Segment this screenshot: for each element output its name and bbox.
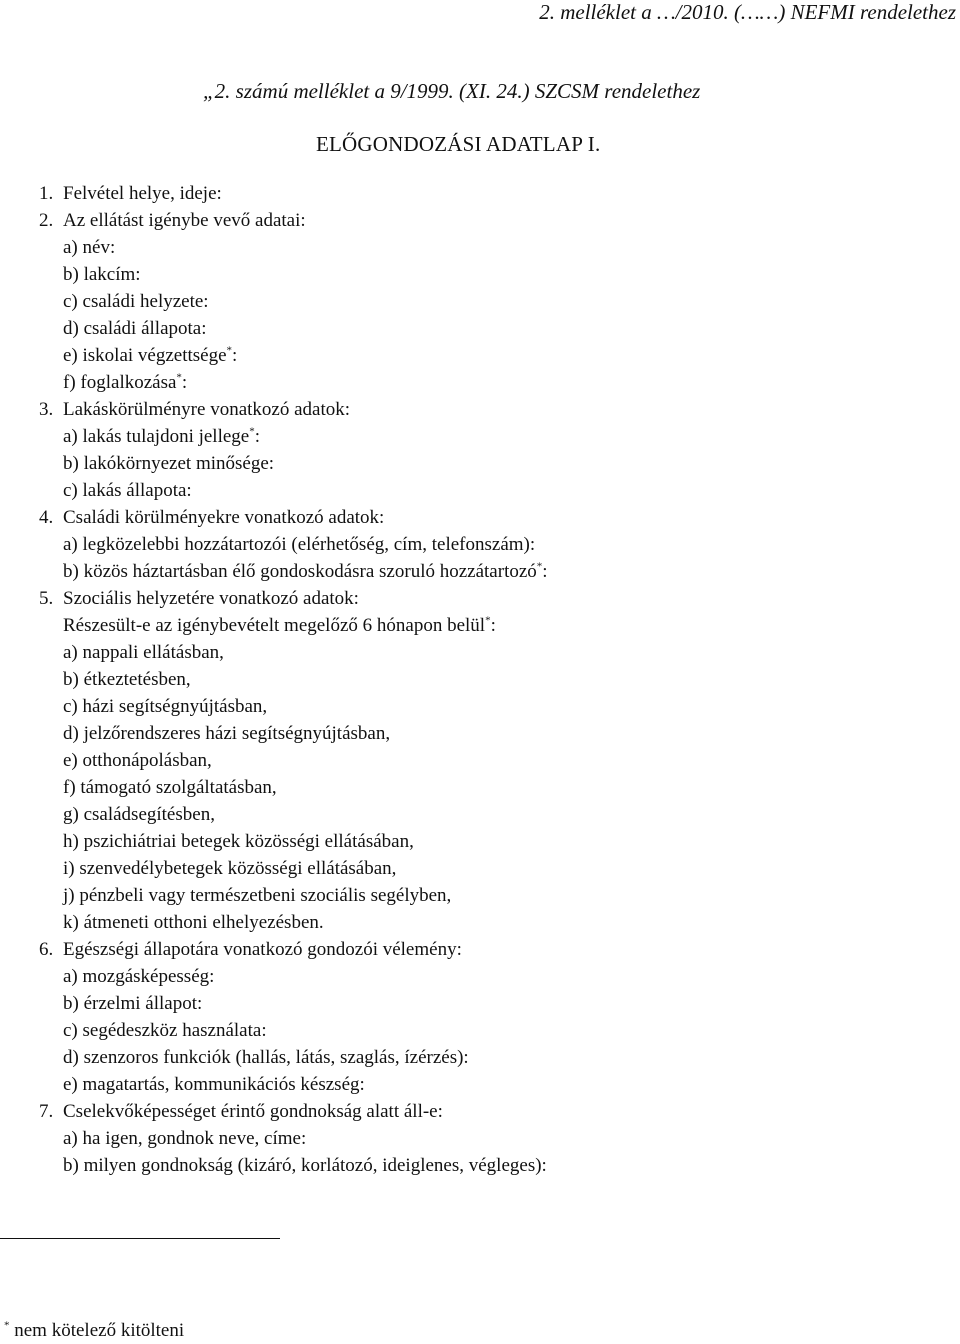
field-label: e) iskolai végzettsége xyxy=(63,345,227,366)
indent-spacer xyxy=(39,1071,63,1098)
section-title: Lakáskörülményre vonatkozó adatok: xyxy=(63,399,351,420)
indent-spacer xyxy=(39,1152,63,1179)
form-field-label xyxy=(39,963,548,990)
field-label: b) közös háztartásban élő gondoskodásra szoruló hozzátartozó xyxy=(63,561,537,582)
section-number: 1. xyxy=(39,183,54,204)
form-field-label xyxy=(39,855,548,882)
field-label: b) lakókörnyezet minősége: xyxy=(63,453,275,474)
field-label: g) családsegítésben, xyxy=(63,804,215,825)
indent-spacer xyxy=(39,450,63,477)
field-label-colon: : xyxy=(254,426,261,447)
form-field-label xyxy=(39,450,548,477)
field-label: b) érzelmi állapot: xyxy=(63,993,203,1014)
indent-spacer xyxy=(39,1017,63,1044)
indent-spacer xyxy=(39,477,63,504)
field-label-text xyxy=(63,909,324,936)
form-field-label xyxy=(39,828,548,855)
field-label-text xyxy=(63,1125,306,1152)
field-label: f) foglalkozása xyxy=(63,372,177,393)
optional-field-mark: * xyxy=(249,425,255,438)
field-label-text xyxy=(63,882,451,909)
field-label: a) mozgásképesség: xyxy=(63,966,215,987)
form-field-label xyxy=(39,342,548,369)
form-field-label xyxy=(39,747,548,774)
indent-spacer xyxy=(39,369,63,396)
indent-spacer xyxy=(39,315,63,342)
field-label-text xyxy=(63,369,187,396)
section-number: 3. xyxy=(39,399,54,420)
form-field-label xyxy=(39,1125,548,1152)
indent-spacer xyxy=(39,828,63,855)
field-label: Részesült-e az igénybevételt megelőző 6 hónapon belül xyxy=(63,615,486,636)
section-number: 4. xyxy=(39,507,54,528)
field-label-text xyxy=(63,234,115,261)
field-label: b) lakcím: xyxy=(63,264,141,285)
field-label: a) lakás tulajdoni jellege xyxy=(63,426,250,447)
field-label: h) pszichiátriai betegek közösségi ellátásában, xyxy=(63,831,414,852)
indent-spacer xyxy=(39,990,63,1017)
form-field-label xyxy=(39,990,548,1017)
form-field-label xyxy=(39,369,548,396)
field-label-text xyxy=(63,1044,469,1071)
field-label: b) étkeztetésben, xyxy=(63,669,191,690)
form-field-label xyxy=(39,315,548,342)
field-label-text xyxy=(63,531,535,558)
field-label: e) magatartás, kommunikációs készség: xyxy=(63,1074,365,1095)
field-label: c) lakás állapota: xyxy=(63,480,192,501)
form-field-label xyxy=(39,1044,548,1071)
indent-spacer xyxy=(39,882,63,909)
section-title: Egészségi állapotára vonatkozó gondozói vélemény: xyxy=(63,939,462,960)
indent-spacer xyxy=(39,909,63,936)
indent-spacer xyxy=(39,855,63,882)
field-label: c) házi segítségnyújtásban, xyxy=(63,696,268,717)
indent-spacer xyxy=(39,612,63,639)
document-title: ELŐGONDOZÁSI ADATLAP I. xyxy=(316,132,601,156)
optional-field-mark: * xyxy=(226,344,233,357)
field-label-text xyxy=(63,477,192,504)
field-label-text xyxy=(63,1152,547,1179)
section-heading xyxy=(39,1098,548,1125)
field-label-text xyxy=(63,855,396,882)
form-field-label xyxy=(39,909,548,936)
form-field-label xyxy=(39,639,548,666)
form-field-label xyxy=(39,801,548,828)
section-title: Felvétel helye, ideje: xyxy=(63,183,222,204)
field-label-text xyxy=(63,423,260,450)
form-field-label xyxy=(39,666,548,693)
form-items xyxy=(39,180,548,1179)
field-label: k) átmeneti otthoni elhelyezésben. xyxy=(63,912,324,933)
section-title: Családi körülményekre vonatkozó adatok: xyxy=(63,507,385,528)
field-label: a) ha igen, gondnok neve, címe: xyxy=(63,1128,307,1149)
footnote-mark: * xyxy=(4,1319,10,1332)
form-field-label xyxy=(39,1071,548,1098)
form-field-label xyxy=(39,477,548,504)
field-label-colon: : xyxy=(232,345,238,366)
section-title: Szociális helyzetére vonatkozó adatok: xyxy=(63,588,359,609)
section-heading xyxy=(39,585,548,612)
field-label-text xyxy=(63,450,274,477)
form-field-label xyxy=(39,261,548,288)
section-heading xyxy=(39,936,548,963)
form-field-label xyxy=(39,1017,548,1044)
form-field-label xyxy=(39,234,548,261)
section-heading xyxy=(39,396,548,423)
field-label-text xyxy=(63,990,202,1017)
field-label-text xyxy=(63,261,141,288)
decree-reference: „2. számú melléklet a 9/1999. (XI. 24.) SZCSM rendelethez xyxy=(203,79,701,103)
field-label: d) szenzoros funkciók (hallás, látás, szaglás, ízérzés): xyxy=(63,1047,469,1068)
field-label-text xyxy=(63,315,207,342)
section-number: 2. xyxy=(39,210,54,231)
footnote-text: nem kötelező kitölteni xyxy=(14,1320,185,1341)
form-field-label xyxy=(39,882,548,909)
indent-spacer xyxy=(39,423,63,450)
field-label-text xyxy=(63,558,548,585)
field-label-text xyxy=(63,747,212,774)
field-label-text xyxy=(63,828,414,855)
indent-spacer xyxy=(39,531,63,558)
field-label: f) támogató szolgáltatásban, xyxy=(63,777,277,798)
field-label: d) családi állapota: xyxy=(63,318,207,339)
indent-spacer xyxy=(39,639,63,666)
indent-spacer xyxy=(39,693,63,720)
indent-spacer xyxy=(39,234,63,261)
section-heading xyxy=(39,504,548,531)
indent-spacer xyxy=(39,963,63,990)
section-heading xyxy=(39,207,548,234)
indent-spacer xyxy=(39,801,63,828)
field-label: c) családi helyzete: xyxy=(63,291,209,312)
form-field-label xyxy=(39,1152,548,1179)
form-field-label xyxy=(39,288,548,315)
form-field-label xyxy=(39,531,548,558)
section-title: Az ellátást igénybe vevő adatai: xyxy=(63,210,306,231)
indent-spacer xyxy=(39,1044,63,1071)
indent-spacer xyxy=(39,720,63,747)
field-label: a) nappali ellátásban, xyxy=(63,642,224,663)
section-number: 7. xyxy=(39,1101,54,1122)
indent-spacer xyxy=(39,1125,63,1152)
field-label-colon: : xyxy=(490,615,496,636)
section-heading xyxy=(39,180,548,207)
field-label-text xyxy=(63,774,277,801)
indent-spacer xyxy=(39,558,63,585)
indent-spacer xyxy=(39,342,63,369)
indent-spacer xyxy=(39,261,63,288)
field-label-text xyxy=(63,720,390,747)
section-title: Cselekvőképességet érintő gondnokság alatt áll-e: xyxy=(63,1101,443,1122)
optional-field-mark: * xyxy=(536,560,543,573)
optional-field-mark: * xyxy=(485,614,491,627)
section-number: 5. xyxy=(39,588,54,609)
indent-spacer xyxy=(39,747,63,774)
field-label-text xyxy=(63,1017,267,1044)
field-label-text xyxy=(63,693,267,720)
annex-reference: 2. melléklet a …/2010. (……) NEFMI rendelethez xyxy=(539,0,956,24)
field-label-colon: : xyxy=(542,561,548,582)
optional-field-mark: * xyxy=(176,371,182,384)
indent-spacer xyxy=(39,666,63,693)
form-field-label xyxy=(39,612,548,639)
field-label-colon: : xyxy=(181,372,188,393)
field-label-text xyxy=(63,342,237,369)
field-label-text xyxy=(63,963,214,990)
field-label: e) otthonápolásban, xyxy=(63,750,212,771)
section-number: 6. xyxy=(39,939,54,960)
form-field-label xyxy=(39,558,548,585)
field-label: b) milyen gondnokság (kizáró, korlátozó, ideiglenes, végleges): xyxy=(63,1155,547,1176)
field-label-text xyxy=(63,1071,365,1098)
form-field-label xyxy=(39,774,548,801)
indent-spacer xyxy=(39,288,63,315)
field-label-text xyxy=(63,666,191,693)
footnote-divider xyxy=(0,1238,280,1239)
form-field-label xyxy=(39,423,548,450)
indent-spacer xyxy=(39,774,63,801)
field-label: i) szenvedélybetegek közösségi ellátásában, xyxy=(63,858,397,879)
form-field-label xyxy=(39,693,548,720)
field-label: j) pénzbeli vagy természetbeni szociális segélyben, xyxy=(63,885,452,906)
field-label-text xyxy=(63,801,215,828)
field-label: a) név: xyxy=(63,237,116,258)
form-field-label xyxy=(39,720,548,747)
field-label: c) segédeszköz használata: xyxy=(63,1020,267,1041)
field-label-text xyxy=(63,288,209,315)
field-label-text xyxy=(63,612,496,639)
field-label-text xyxy=(63,639,224,666)
field-label: d) jelzőrendszeres házi segítségnyújtásban, xyxy=(63,723,391,744)
field-label: a) legközelebbi hozzátartozói (elérhetőség, cím, telefonszám): xyxy=(63,534,536,555)
